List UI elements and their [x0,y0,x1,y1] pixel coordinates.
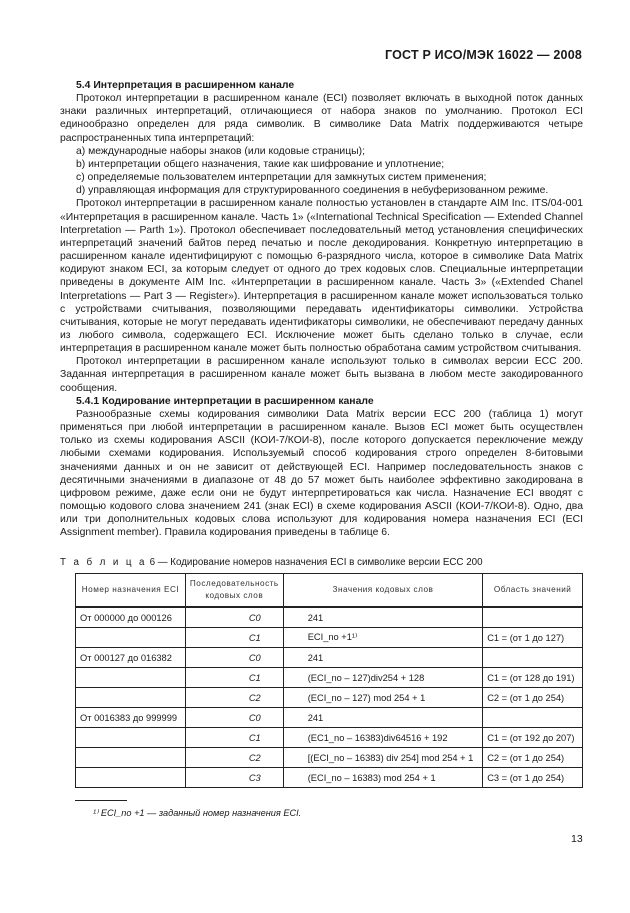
list-item: d) управляющая информация для структурированного соединения в небуферизованном режиме. [76,185,549,197]
cell-eci-number [76,728,186,748]
header-eci-number: Номер назначения ECI [76,574,186,608]
cell-codeword: C0 [185,648,283,668]
cell-codeword: C2 [185,688,283,708]
table-row [76,628,583,648]
cell-codeword: C1 [185,628,283,648]
cell-range: C1 = (от 192 до 207) [483,728,583,748]
table-row [76,607,583,628]
cell-codeword: C2 [185,748,283,768]
cell-codeword: C1 [185,728,283,748]
cell-eci-number [76,768,186,788]
page-number: 13 [571,833,583,845]
cell-eci-number [76,688,186,708]
cell-value: (EC1_no – 16383)div64516 + 192 [283,728,483,748]
table-row [76,728,583,748]
cell-value: ECI_no +1¹⁾ [283,628,483,648]
cell-codeword: C0 [185,607,283,628]
table-header-row [76,574,583,608]
paragraph-2: Протокол интерпретации в расширенном канале полностью установлен в стандарте AIM Inc. ITS/04-001 «Интерпретация в расширенном канале. Часть 1» («International Technical Specification — Extended Channel Interpretation — Parth 1»). Протокол обеспечивает последовательный метод установления специфических интерпретаций значений байтов перед печатью и после декодирования. Конкретную интерпретацию в расширенном канале идентифицируют с помощью 6-разрядного числа, которое в символике Data Matrix кодируют знаком ECI, за которым следует от одного до трех кодовых слов. Специальные интерпретации приведены в документе AIM Inc. «Интерпретации в расширенном канале. Часть 3» («Extended Chanel Interpretations — Part 3 — Register»). Интерпретация в расширенном канале может использоваться только с устройствами считывания, позволяющими передавать идентификаторы символики. Устройства считывания, которые не могут передавать идентификаторы символики, не обеспечивают передачу данных из любого символа, содержащего ECI. Исключение может быть сделано только в случае, если интерпретация в расширенном канале может быть полностью обработана самим устройством считывания. [60,198,583,355]
interpretation-list [60,145,583,198]
eci-encoding-table [75,573,583,788]
footnote: ¹⁾ ECI_no +1 — заданный номер назначения ECI. [93,808,302,818]
table-row [76,668,583,688]
cell-eci-number: От 000000 до 000126 [76,607,186,628]
cell-value: [(ECI_no – 16383) div 254] mod 254 + 1 [283,748,483,768]
header-value-range: Область значений [483,574,583,608]
cell-value: 241 [283,648,483,668]
table-row [76,768,583,788]
cell-range: C2 = (от 1 до 254) [483,748,583,768]
cell-value: 241 [283,607,483,628]
table-row [76,708,583,728]
cell-range: C3 = (от 1 до 254) [483,768,583,788]
header-codeword-sequence: Последовательность кодовых слов [185,574,283,608]
cell-range: C2 = (от 1 до 254) [483,688,583,708]
paragraph-3: Протокол интерпретации в расширенном канале используют только в символах версии ECC 200. Заданная интерпретация в расширенном канале может быть вызвана в любом месте закодированного сообщения. [60,356,583,394]
cell-range [483,607,583,628]
cell-range: C1 = (от 1 до 127) [483,628,583,648]
subsection-title: 5.4.1 Кодирование интерпретации в расширенном канале [76,395,374,407]
cell-codeword: C0 [185,708,283,728]
table-caption-text: 6 — Кодирование номеров назначения ECI в символике версии ECC 200 [149,557,483,568]
footnote-separator [75,800,127,801]
table-caption [60,557,483,568]
table-row [76,688,583,708]
cell-eci-number [76,748,186,768]
cell-eci-number [76,628,186,648]
paragraph-1: Протокол интерпретации в расширенном канале (ECI) позволяет включать в выходной поток данных знаки различных интерпретаций, отличающиеся от набора знаков по умолчанию. Протокол ECI единообразно определен для ряда символик. В символике Data Matrix поддерживаются четыре распространенных типа интерпретаций: [60,93,583,144]
document-header: ГОСТ Р ИСО/МЭК 16022 — 2008 [385,48,582,62]
cell-codeword: C3 [185,768,283,788]
cell-value: (ECI_no – 127)div254 + 128 [283,668,483,688]
paragraph-4: Разнообразные схемы кодирования символики Data Matrix версии ECC 200 (таблица 1) могут применяться при любой интерпретации в расширенном канале. Вызов ECI может быть осуществлен только из схемы кодирования ASCII (КОИ-7/КОИ-8), после которого допускается переключение между любыми схемами кодирования. Используемый способ кодирования строго определен 8-битовыми значениями данных и он не зависит от действующей ECI. Например последовательность знаков с десятичными значениями в диапазоне от 48 до 57 может быть наиболее эффективно закодирована в цифровом режиме, даже если они не будут интерпретироваться как числа. Назначение ECI вводят с помощью кодового слова значением 241 (знак ECI) в схеме кодирования ASCII (КОИ-7/КОИ-8). Одно, два или три дополнительных кодовых слова используют для кодирования номера назначения ECI (ECI Assignment member). Правила кодирования приведены в таблице 6. [60,408,583,539]
table-row [76,748,583,768]
cell-eci-number: От 0016383 до 999999 [76,708,186,728]
cell-value: (ECI_no – 16383) mod 254 + 1 [283,768,483,788]
table-caption-label: Т а б л и ц а [60,557,147,568]
cell-range [483,708,583,728]
list-item: а) международные наборы знаков (или кодовые страницы); [76,145,365,157]
table-row [76,648,583,668]
cell-value: 241 [283,708,483,728]
cell-codeword: C1 [185,668,283,688]
cell-eci-number: От 000127 до 016382 [76,648,186,668]
cell-eci-number [76,668,186,688]
section-title: 5.4 Интерпретация в расширенном канале [76,80,295,91]
main-content [60,79,583,539]
header-codeword-values: Значения кодовых слов [283,574,483,608]
list-item: с) определяемые пользователем интерпретации для замкнутых систем применения; [76,172,487,184]
list-item: b) интерпретации общего назначения, такие как шифрование и уплотнение; [76,158,445,170]
cell-range: C1 = (от 128 до 191) [483,668,583,688]
cell-range [483,648,583,668]
cell-value: (ECI_no – 127) mod 254 + 1 [283,688,483,708]
